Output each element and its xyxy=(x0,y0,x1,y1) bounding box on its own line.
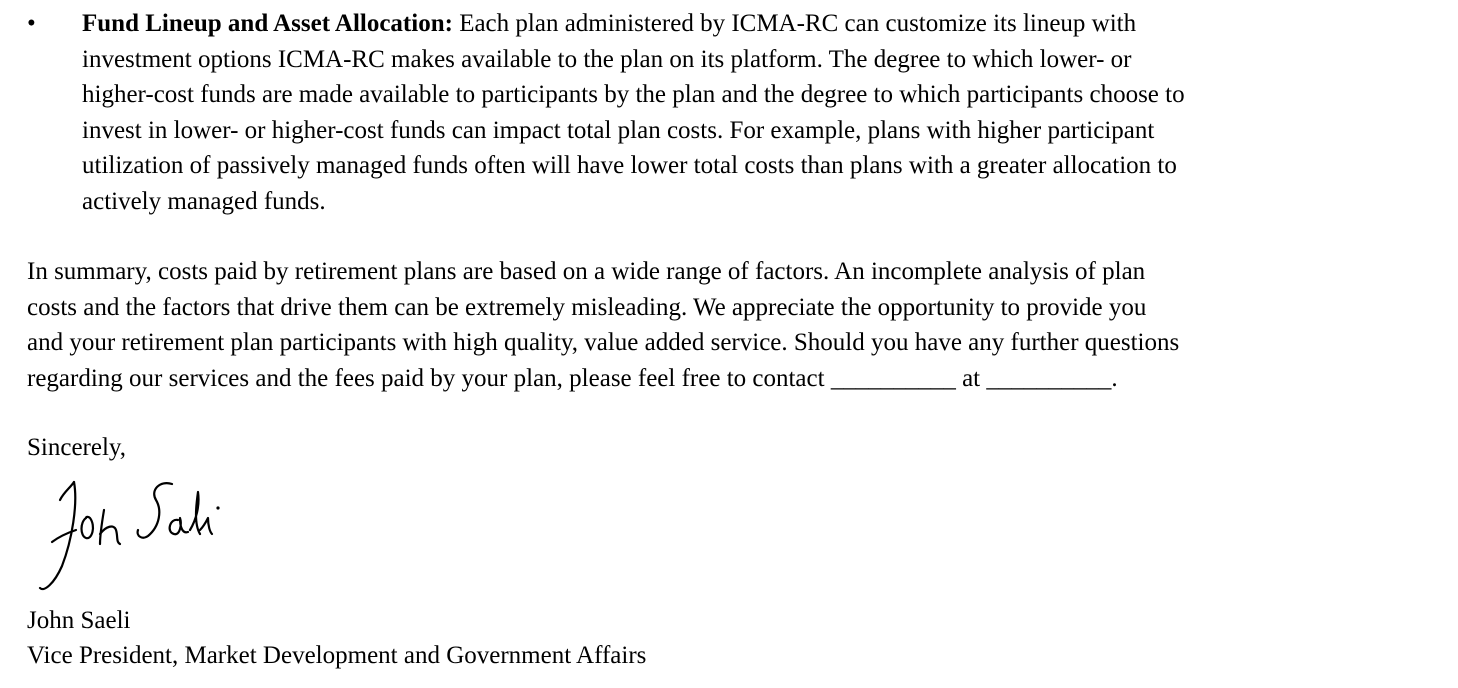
closing-salutation: Sincerely, xyxy=(27,434,127,461)
summary-line-1: In summary, costs paid by retirement plans are based on a wide range of factors. An incomplete analysis of plan xyxy=(27,258,1146,285)
bullet-line-1 xyxy=(82,6,1454,42)
summary-line-4: regarding our services and the fees paid by your plan, please feel free to contact __________ at __________. xyxy=(27,364,1118,392)
bullet-line-6: actively managed funds. xyxy=(82,187,326,215)
bullet-paragraph xyxy=(82,6,1454,219)
bullet-line-5: utilization of passively managed funds often will have lower total costs than plans with a greater allocation to xyxy=(82,152,1177,179)
bullet-line-1-text: Each plan administered by ICMA-RC can customize its lineup with xyxy=(452,10,1137,37)
bullet-line-3: higher-cost funds are made available to participants by the plan and the degree to which participants choose to xyxy=(82,81,1185,108)
bullet-heading: Fund Lineup and Asset Allocation: xyxy=(82,10,453,37)
handwritten-signature-icon xyxy=(30,470,230,600)
summary-paragraph xyxy=(27,254,1455,396)
summary-line-3: and your retirement plan participants with high quality, value added service. Should you have any further questions xyxy=(27,329,1180,356)
bullet-icon: • xyxy=(27,10,36,37)
signer-name: John Saeli xyxy=(27,607,131,634)
bullet-line-4: invest in lower- or higher-cost funds can impact total plan costs. For example, plans with higher participant xyxy=(82,116,1155,144)
signer-title: Vice President, Market Development and Government Affairs xyxy=(27,642,647,669)
summary-line-2: costs and the factors that drive them can be extremely misleading. We appreciate the opportunity to provide you xyxy=(27,293,1147,321)
bullet-line-2: investment options ICMA-RC makes available to the plan on its platform. The degree to which lower- or xyxy=(82,45,1132,73)
